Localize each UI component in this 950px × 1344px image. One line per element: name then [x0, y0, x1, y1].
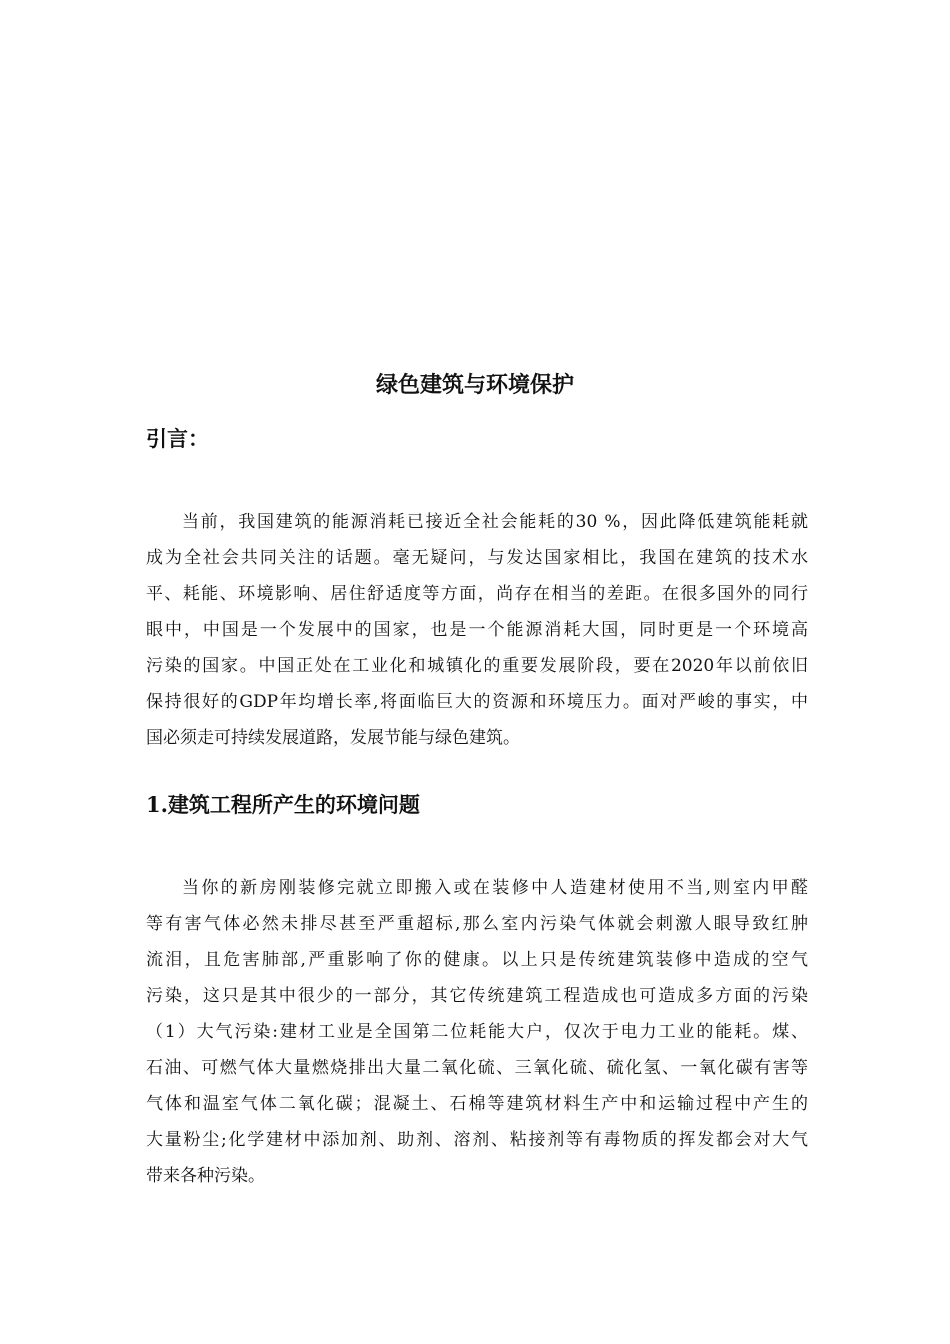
section-1-heading: 1.建筑工程所产生的环境问题 — [146, 792, 420, 817]
section-1-line: 石油、可燃气体大量燃烧排出大量二氧化硫、三氧化硫、硫化氢、一氧化碳有害等 — [146, 1058, 808, 1078]
section-1-line: 当你的新房刚装修完就立即搬入或在装修中人造建材使用不当,则室内甲醛 — [182, 878, 808, 898]
section-1-line: 大量粉尘;化学建材中添加剂、助剂、溶剂、粘接剂等有毒物质的挥发都会对大气 — [146, 1130, 808, 1150]
intro-line: 当前，我国建筑的能源消耗已接近全社会能耗的30 %，因此降低建筑能耗就 — [182, 512, 808, 532]
intro-paragraph — [146, 504, 808, 756]
section-1-line: 流泪，且危害肺部,严重影响了你的健康。以上只是传统建筑装修中造成的空气 — [146, 950, 808, 970]
section-1-line: 等有害气体必然未排尽甚至严重超标,那么室内污染气体就会刺激人眼导致红肿 — [146, 914, 808, 934]
intro-line: 眼中，中国是一个发展中的国家，也是一个能源消耗大国，同时更是一个环境高 — [146, 620, 808, 640]
section-1-line: 气体和温室气体二氧化碳；混凝土、石棉等建筑材料生产中和运输过程中产生的 — [146, 1094, 808, 1114]
intro-line: 成为全社会共同关注的话题。毫无疑问，与发达国家相比，我国在建筑的技术水 — [146, 548, 808, 568]
intro-line: 平、耗能、环境影响、居住舒适度等方面，尚存在相当的差距。在很多国外的同行 — [146, 584, 808, 604]
intro-line: 污染的国家。中国正处在工业化和城镇化的重要发展阶段，要在2020年以前依旧 — [146, 656, 808, 676]
intro-line: 保持很好的GDP年均增长率,将面临巨大的资源和环境压力。面对严峻的事实，中 — [146, 692, 808, 712]
document-title: 绿色建筑与环境保护 — [375, 372, 574, 398]
section-1-paragraph — [146, 870, 808, 1194]
section-1-line: （1）大气污染:建材工业是全国第二位耗能大户，仅次于电力工业的能耗。煤、 — [146, 1022, 808, 1042]
intro-line: 国必须走可持续发展道路，发展节能与绿色建筑。 — [146, 728, 520, 748]
section-1-line: 污染，这只是其中很少的一部分，其它传统建筑工程造成也可造成多方面的污染 — [146, 986, 808, 1006]
intro-heading: 引言： — [146, 426, 209, 451]
section-1-line: 带来各种污染。 — [146, 1166, 265, 1186]
